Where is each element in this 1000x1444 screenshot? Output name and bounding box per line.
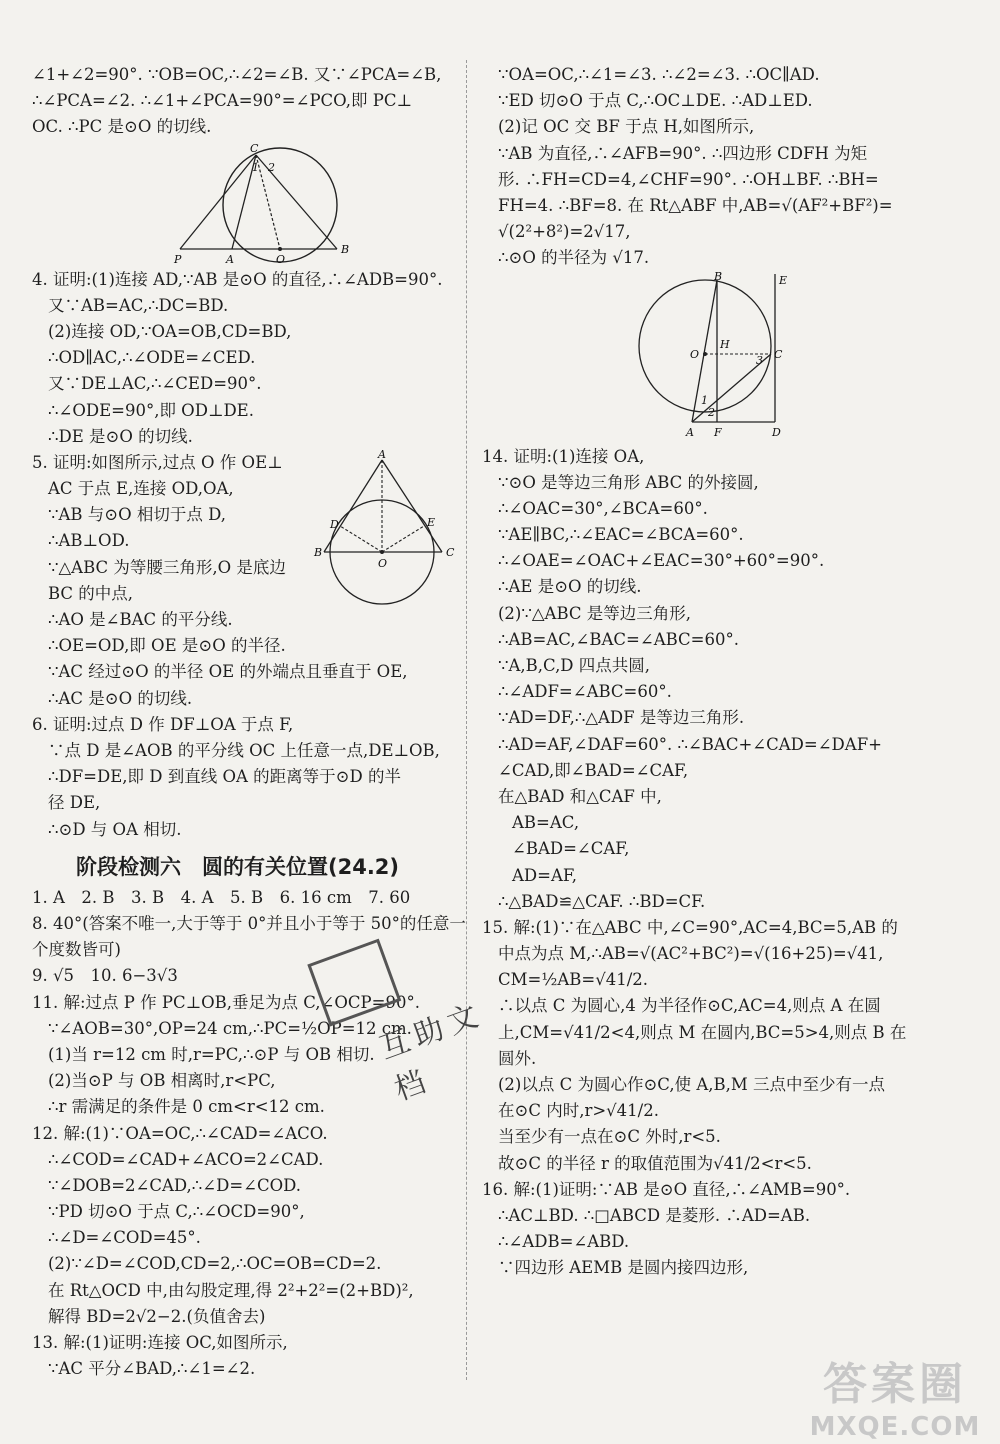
text-line: ∵∠AOB=30°,OP=24 cm,∴PC=½OP=12 cm. <box>48 1018 412 1038</box>
text-line: 中点为点 M,∴AB=√(AC²+BC²)=√(16+25)=√41, <box>498 944 884 964</box>
text-line: ∵ED 切⊙O 于点 C,∴OC⊥DE. ∴AD⊥ED. <box>498 91 813 111</box>
text-line: ∴OD∥AC,∴∠ODE=∠CED. <box>48 348 256 368</box>
text-line: ∴AO 是∠BAC 的平分线. <box>48 610 233 629</box>
watermark-url: MXQE.COM <box>809 1412 981 1442</box>
text-line: 当至少有一点在⊙C 外时,r<5. <box>498 1127 721 1147</box>
angle-label: 1 <box>252 160 259 174</box>
text-line: ∴⊙O 的半径为 √17. <box>498 248 650 268</box>
text-line: ∵AB 为直径,∴∠AFB=90°. ∴四边形 CDFH 为矩 <box>498 143 868 163</box>
text-line: OC. ∴PC 是⊙O 的切线. <box>32 117 212 137</box>
text-line: 解得 BD=2√2−2.(负值舍去) <box>48 1306 266 1326</box>
text-line: ∴∠ODE=90°,即 OD⊥DE. <box>48 400 254 420</box>
text-line: ∴AE 是⊙O 的切线. <box>498 577 642 597</box>
point-label: A <box>686 425 694 439</box>
point-label: C <box>250 141 259 155</box>
point-label: D <box>772 425 781 439</box>
site-watermark <box>800 1348 990 1442</box>
text-line: ∵四边形 AEMB 是圆内接四边形, <box>498 1258 749 1278</box>
text-line: ∴∠OAE=∠OAC+∠EAC=30°+60°=90°. <box>498 551 825 571</box>
point-label: H <box>720 337 730 351</box>
text-line: ∵△ABC 为等腰三角形,O 是底边 <box>48 557 286 577</box>
question-6: 6. 证明:过点 D 作 DF⊥OA 于点 F, <box>32 714 294 734</box>
text-line: ∠1+∠2=90°. ∵OB=OC,∴∠2=∠B. 又∵∠PCA=∠B, <box>32 65 442 84</box>
stamp-text: 互助文档 <box>374 996 489 1108</box>
brace-line: AD=AF, <box>512 865 578 885</box>
figure-rectangle-cdfh <box>482 272 922 444</box>
text-line: ∵AC 平分∠BAD,∴∠1=∠2. <box>48 1359 256 1379</box>
text-line: ∵∠DOB=2∠CAD,∴∠D=∠COD. <box>48 1175 302 1195</box>
text-line: (2)∵△ABC 是等边三角形, <box>498 603 692 623</box>
text-line: ∠CAD,即∠BAD=∠CAF, <box>498 760 689 780</box>
answer-line: 1. A 2. B 3. B 4. A 5. B 6. 16 cm 7. 60 <box>32 887 411 907</box>
text-line: ∴∠ADF=∠ABC=60°. <box>498 682 672 702</box>
question-5: 5. 证明:如图所示,过点 O 作 OE⊥ <box>32 452 283 472</box>
question-4: 4. 证明:(1)连接 AD,∵AB 是⊙O 的直径,∴∠ADB=90°. <box>32 269 443 289</box>
angle-label: 2 <box>708 405 715 419</box>
text-line: ∴AC 是⊙O 的切线. <box>48 688 193 708</box>
text-line: ∴AC⊥BD. ∴□ABCD 是菱形. ∴AD=AB. <box>498 1205 811 1225</box>
text-line: (2)∵∠D=∠COD,CD=2,∴OC=OB=CD=2. <box>48 1254 382 1274</box>
point-label: E <box>427 515 436 529</box>
point-label: O <box>690 347 700 361</box>
question-11: 11. 解:过点 P 作 PC⊥OB,垂足为点 C,∠OCP=90°. <box>32 992 420 1012</box>
text-line: ∴∠ADB=∠ABD. <box>498 1232 630 1252</box>
point-label: C <box>774 347 783 361</box>
text-line: 在△BAD 和△CAF 中, <box>498 786 662 806</box>
text-line: ∴r 需满足的条件是 0 cm<r<12 cm. <box>48 1097 325 1117</box>
point-label: D <box>330 517 339 531</box>
point-label: B <box>314 545 323 559</box>
point-label: O <box>378 556 388 570</box>
question-15: 15. 解:(1)∵在△ABC 中,∠C=90°,AC=4,BC=5,AB 的 <box>482 917 898 937</box>
text-line: ∴∠D=∠COD=45°. <box>48 1228 201 1248</box>
text-line: 在 Rt△OCD 中,由勾股定理,得 2²+2²=(2+BD)², <box>48 1280 414 1300</box>
text-line: 形. ∴FH=CD=4,∠CHF=90°. ∴OH⊥BF. ∴BH= <box>498 169 879 189</box>
geometry-figure-3 <box>482 272 922 444</box>
text-line: ∴以点 C 为圆心,4 为半径作⊙C,AC=4,则点 A 在圆 <box>498 996 881 1016</box>
point-label: C <box>446 545 455 559</box>
text-line: (2)记 OC 交 BF 于点 H,如图所示, <box>498 117 755 137</box>
text-line: (2)当⊙P 与 OB 相离时,r<PC, <box>48 1071 276 1091</box>
question-5-block <box>32 447 457 712</box>
figure-tangent-pc <box>32 141 457 267</box>
text-line: √(2²+8²)=2√17, <box>498 222 631 242</box>
column-divider <box>466 60 467 1380</box>
left-column <box>32 62 466 1382</box>
right-column <box>482 62 922 1282</box>
section-title: 阶段检测六 圆的有关位置(24.2) <box>76 854 400 879</box>
point-label: A <box>378 447 386 461</box>
text-line: ∴AB⊥OD. <box>48 531 130 551</box>
question-14: 14. 证明:(1)连接 OA, <box>482 446 645 466</box>
question-13: 13. 解:(1)证明:连接 OC,如图所示, <box>32 1333 288 1352</box>
point-label: B <box>341 242 350 256</box>
angle-label: 3 <box>756 353 763 367</box>
question-12: 12. 解:(1)∵OA=OC,∴∠CAD=∠ACO. <box>32 1123 328 1143</box>
geometry-figure-1 <box>32 141 457 267</box>
text-line: ∴⊙D 与 OA 相切. <box>48 819 182 839</box>
text-line: ∴AB=AC,∠BAC=∠ABC=60°. <box>498 629 739 649</box>
watermark-logo-text: 答案圈 <box>823 1359 967 1410</box>
point-label: A <box>226 252 234 266</box>
text-line: ∴DF=DE,即 D 到直线 OA 的距离等于⊙D 的半 <box>48 767 401 787</box>
text-line: ∴∠PCA=∠2. ∴∠1+∠PCA=90°=∠PCO,即 PC⊥ <box>32 91 412 111</box>
answer-line: 个度数皆可) <box>32 940 121 960</box>
text-line: 径 DE, <box>48 793 101 813</box>
answer-line: 9. √5 10. 6−3√3 <box>32 966 178 986</box>
text-line: 又∵AB=AC,∴DC=BD. <box>48 295 229 315</box>
text-line: ∵OA=OC,∴∠1=∠3. ∴∠2=∠3. ∴OC∥AD. <box>498 65 820 84</box>
point-label: P <box>174 252 182 266</box>
text-line: ∴OE=OD,即 OE 是⊙O 的半径. <box>48 636 286 656</box>
point-label: B <box>714 271 723 283</box>
text-line: ∵AB 与⊙O 相切于点 D, <box>48 505 227 525</box>
question-16: 16. 解:(1)证明:∵AB 是⊙O 直径,∴∠AMB=90°. <box>482 1179 851 1199</box>
text-line: (2)以点 C 为圆心作⊙C,使 A,B,M 三点中至少有一点 <box>498 1075 886 1094</box>
text-line: (1)当 r=12 cm 时,r=PC,∴⊙P 与 OB 相切. <box>48 1044 375 1064</box>
text-line: ∵A,B,C,D 四点共圆, <box>498 656 651 675</box>
point-label: O <box>276 252 286 266</box>
text-line: ∴AD=AF,∠DAF=60°. ∴∠BAC+∠CAD=∠DAF+ <box>498 734 882 754</box>
text-line: 在⊙C 内时,r>√41/2. <box>498 1101 659 1121</box>
text-line: 圆外. <box>498 1048 537 1068</box>
brace-line: ∠BAD=∠CAF, <box>512 839 630 859</box>
point-label: E <box>779 273 788 287</box>
brace-line: AB=AC, <box>512 813 580 833</box>
text-line: CM=½AB=√41/2. <box>498 970 649 990</box>
stamp-box-icon <box>307 939 401 1027</box>
text-line: ∵PD 切⊙O 于点 C,∴∠OCD=90°, <box>48 1202 305 1222</box>
point-label: F <box>714 425 722 439</box>
text-line: ∴∠OAC=30°,∠BCA=60°. <box>498 498 708 518</box>
text-line: 上,CM=√41/2<4,则点 M 在圆内,BC=5>4,则点 B 在 <box>498 1022 907 1042</box>
text-line: ∵AE∥BC,∴∠EAC=∠BCA=60°. <box>498 525 744 545</box>
text-line: ∵点 D 是∠AOB 的平分线 OC 上任意一点,DE⊥OB, <box>48 741 440 761</box>
geometry-figure-2 <box>304 448 464 608</box>
angle-label: 1 <box>701 393 708 407</box>
text-line: ∴△BAD≌△CAF. ∴BD=CF. <box>498 891 706 911</box>
text-line: BC 的中点, <box>48 583 134 603</box>
text-line: ∴∠COD=∠CAD+∠ACO=2∠CAD. <box>48 1149 324 1169</box>
text-line: FH=4. ∴BF=8. 在 Rt△ABF 中,AB=√(AF²+BF²)= <box>498 195 893 215</box>
text-line: 又∵DE⊥AC,∴∠CED=90°. <box>48 374 262 394</box>
text-line: ∵AD=DF,∴△ADF 是等边三角形. <box>498 708 745 728</box>
text-line: 故⊙C 的半径 r 的取值范围为√41/2<r<5. <box>498 1153 812 1173</box>
angle-label: 2 <box>268 160 275 174</box>
text-line: ∵AC 经过⊙O 的半径 OE 的外端点且垂直于 OE, <box>48 662 408 682</box>
text-line: ∵⊙O 是等边三角形 ABC 的外接圆, <box>498 472 759 492</box>
answer-line: 8. 40°(答案不唯一,大于等于 0°并且小于等于 50°的任意一 <box>32 914 466 933</box>
text-line: ∴DE 是⊙O 的切线. <box>48 426 193 446</box>
text-line: AC 于点 E,连接 OD,OA, <box>48 479 234 499</box>
text-line: (2)连接 OD,∵OA=OB,CD=BD, <box>48 321 292 341</box>
